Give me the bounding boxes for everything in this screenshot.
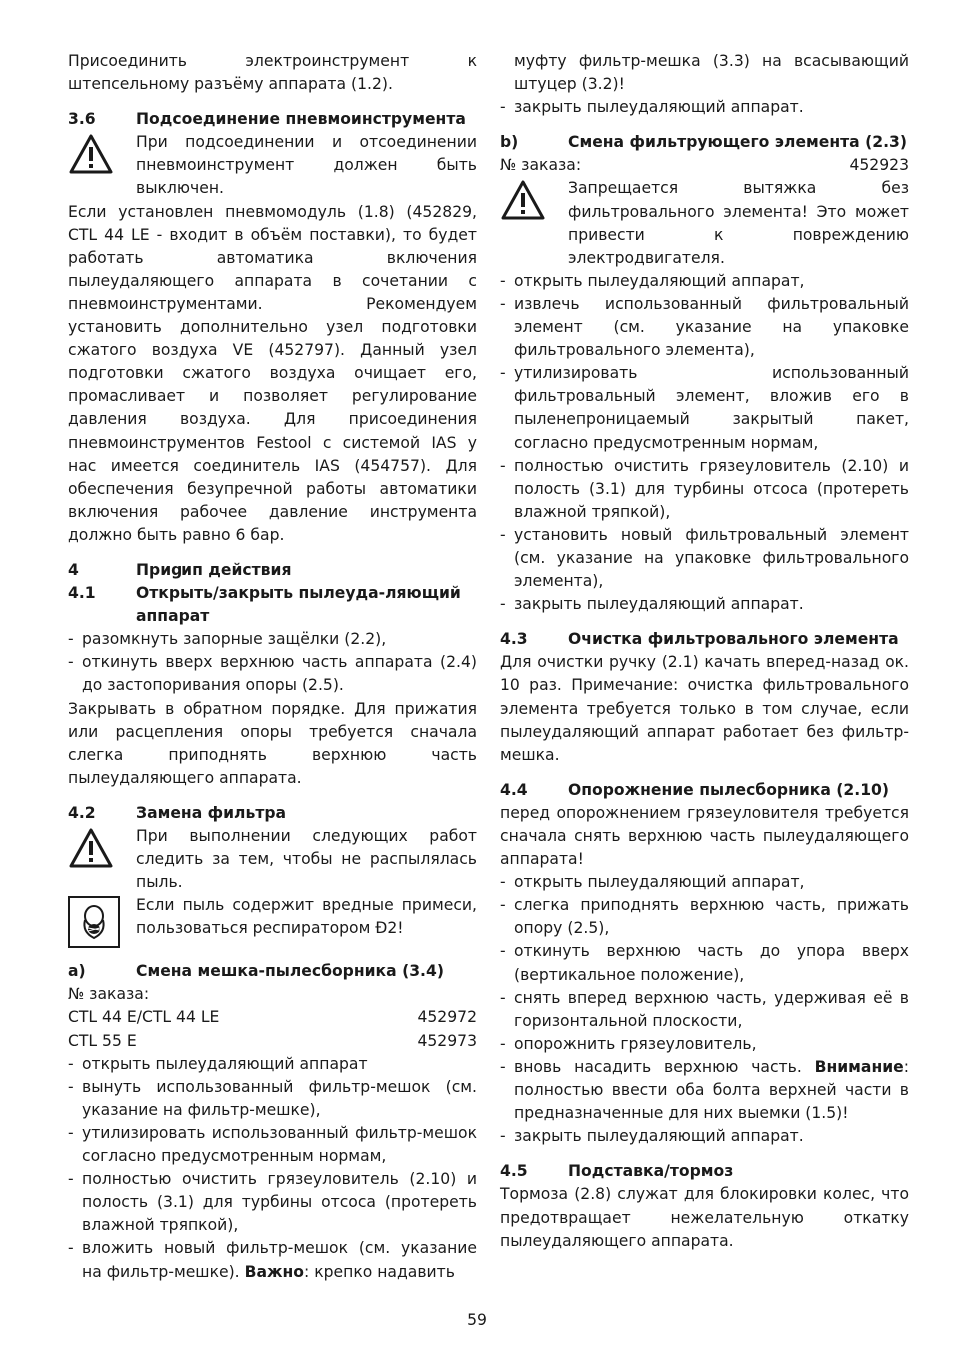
- warning-block: [68, 825, 477, 894]
- heading-number: b): [500, 133, 519, 152]
- warning-text: Запрещается вытяжка без фильтровального элемента! Это может привести к повреждению электродвигателя.: [568, 179, 909, 267]
- heading-number: 4: [68, 560, 79, 579]
- heading-4-3: [500, 628, 909, 651]
- order-label: № заказа:: [68, 985, 150, 1004]
- warning-block: [500, 177, 909, 269]
- heading-4-1: [68, 582, 477, 628]
- list-item: - откинуть вверх верхнюю часть аппарата (2.4) до застопоривания опоры (2.5).: [68, 653, 477, 695]
- heading-number: 4.1: [68, 584, 96, 603]
- list-item: - вложить новый фильтр-мешок (см. указание на фильтр-мешке). Важно: крепко надавить: [68, 1239, 477, 1281]
- respirator-mask-icon: [68, 896, 120, 948]
- heading-number: a): [68, 962, 86, 981]
- list-item: - открыть пылеудаляющий аппарат: [68, 1054, 368, 1073]
- order-row: CTL 55 E 452973: [68, 1031, 477, 1050]
- warning-text: При подсоединении и отсоединении пневмоинструмент должен быть выключен.: [136, 133, 477, 198]
- order-row: CTL 44 E/CTL 44 LE 452972: [68, 1008, 477, 1027]
- heading-b: [500, 131, 909, 154]
- left-column: [68, 50, 477, 1284]
- list-item: - установить новый фильтровальный элемент (см. указание на упаковке фильтровального элемента),: [500, 525, 909, 591]
- heading-title: Очистка фильтровального элемента: [568, 630, 899, 649]
- list-item: - закрыть пылеудаляющий аппарат.: [500, 1127, 804, 1146]
- heading-number: 4.2: [68, 803, 96, 822]
- warning-triangle-icon: [500, 177, 568, 269]
- heading-4: [68, 559, 477, 582]
- heading-title: Подсоединение пневмоинструмента: [136, 110, 466, 129]
- heading-title: Открыть/закрыть пылеуда-ляющий аппарат: [136, 584, 461, 626]
- heading-title: Смена мешка-пылесборника (3.4): [136, 962, 444, 981]
- heading-number: 4.5: [500, 1162, 528, 1181]
- section-body: перед опорожнением грязеуловителя требуется сначала снять верхнюю часть пылеудаляющего аппарата!: [500, 803, 909, 869]
- section-body: Закрывать в обратном порядке. Для прижатия или расцепления опоры требуется сначала слегка приподнять верхнюю часть пылеудаляющего аппарата.: [68, 699, 477, 787]
- heading-number: 3.6: [68, 110, 96, 129]
- list-item: - открыть пылеудаляющий аппарат,: [500, 873, 805, 892]
- warning-triangle-icon: [68, 131, 136, 200]
- heading-4-4: [500, 779, 909, 802]
- list-item: - снять вперед верхнюю часть, удерживая её в горизонтальной плоскости,: [500, 988, 909, 1030]
- intro-text: Присоединить электроинструмент к штепсельному разъёму аппарата (1.2).: [68, 52, 477, 94]
- list-item: - открыть пылеудаляющий аппарат,: [500, 271, 805, 290]
- list-item: - закрыть пылеудаляющий аппарат.: [500, 98, 804, 117]
- warning-text: При выполнении следующих работ следить за тем, чтобы не распылялась пыль.: [136, 827, 477, 892]
- heading-title: Опорожнение пылесборника (2.10): [568, 780, 890, 799]
- heading-3-6: [68, 108, 477, 131]
- heading-title: Подставка/тормоз: [568, 1162, 734, 1181]
- heading-title: Приցип действия: [136, 560, 292, 579]
- list-item-continuation: муфту фильтр-мешка (3.3) на всасывающий штуцер (3.2)!: [514, 52, 909, 94]
- section-body: Для очистки ручку (2.1) качать вперед-назад ок. 10 раз. Примечание: очистка фильтровального элемента требуется только в том случае, если пылеудаляющий аппарат работает без фильтр-мешка.: [500, 653, 909, 764]
- warning-triangle-icon: [68, 825, 136, 894]
- list-item: - слегка приподнять верхнюю часть, прижать опору (2.5),: [500, 896, 909, 938]
- list-item: - вынуть использованный фильтр-мешок (см. указание на фильтр-мешке),: [68, 1077, 477, 1119]
- heading-4-2: [68, 802, 477, 825]
- list-item: - откинуть верхнюю часть до упора вверх (вертикальное положение),: [500, 942, 909, 984]
- page-number: 59: [467, 1311, 487, 1329]
- mask-text: Если пыль содержит вредные примеси, пользоваться респиратором Ð2!: [136, 896, 477, 938]
- heading-number: 4.3: [500, 630, 528, 649]
- section-body: Тормоза (2.8) служат для блокировки колес, что предотвращает нежелательную откатку пылеудаляющего аппарата.: [500, 1185, 909, 1250]
- mask-block: [68, 894, 477, 948]
- section-body: Если установлен пневмомодуль (1.8) (452829, CTL 44 LE - входит в объём поставки), то будет работать автоматика включения пылеудаляющего аппарата в сочетании с пневмоинструментами. Рекомендуем установить дополнительно узел подготовки сжатого воздуха VE (452797). Данный узел подготовки сжатого воздуха очищает его, промасливает и позволяет регулирование давления воздуха. Для присоединения пневмоинструментов Festool с системой IAS у нас имеется соединитель IAS (454757). Для обеспечения безупречной работы автоматики включения рабочее давление инструмента должно быть равно 6 бар.: [68, 202, 477, 544]
- order-row: № заказа: 452923: [500, 156, 909, 175]
- list-item: - разомкнуть запорные защёлки (2.2),: [68, 630, 387, 649]
- heading-title: Замена фильтра: [136, 803, 287, 822]
- list-item: - утилизировать использованный фильтр-мешок согласно предусмотренным нормам,: [68, 1123, 477, 1166]
- right-column: [500, 50, 909, 1253]
- warning-block: [68, 131, 477, 200]
- list-item: - опорожнить грязеуловитель,: [500, 1034, 757, 1053]
- list-item: - полностью очистить грязеуловитель (2.10) и полость (3.1) для турбины отсоса (протереть влажной тряпкой),: [68, 1170, 477, 1235]
- heading-title: Смена фильтрующего элемента (2.3): [568, 133, 908, 152]
- list-item: - закрыть пылеудаляющий аппарат.: [500, 595, 804, 614]
- list-item: - полностью очистить грязеуловитель (2.10) и полость (3.1) для турбины отсоса (протереть влажной тряпкой),: [500, 456, 909, 521]
- list-item: - вновь насадить верхнюю часть. Внимание: полностью ввести оба болта верхней части в предназначенные для них выемки (1.5)!: [500, 1057, 909, 1123]
- list-item: - утилизировать использованный фильтровальный элемент, вложив его в пыленепроницаемый закрытый пакет, согласно предусмотренным нормам,: [500, 364, 909, 452]
- heading-a: [68, 960, 477, 983]
- heading-number: 4.4: [500, 780, 528, 799]
- list-item: - извлечь использованный фильтровальный элемент (см. указание на упаковке фильтровального элемента),: [500, 294, 909, 360]
- heading-4-5: [500, 1160, 909, 1183]
